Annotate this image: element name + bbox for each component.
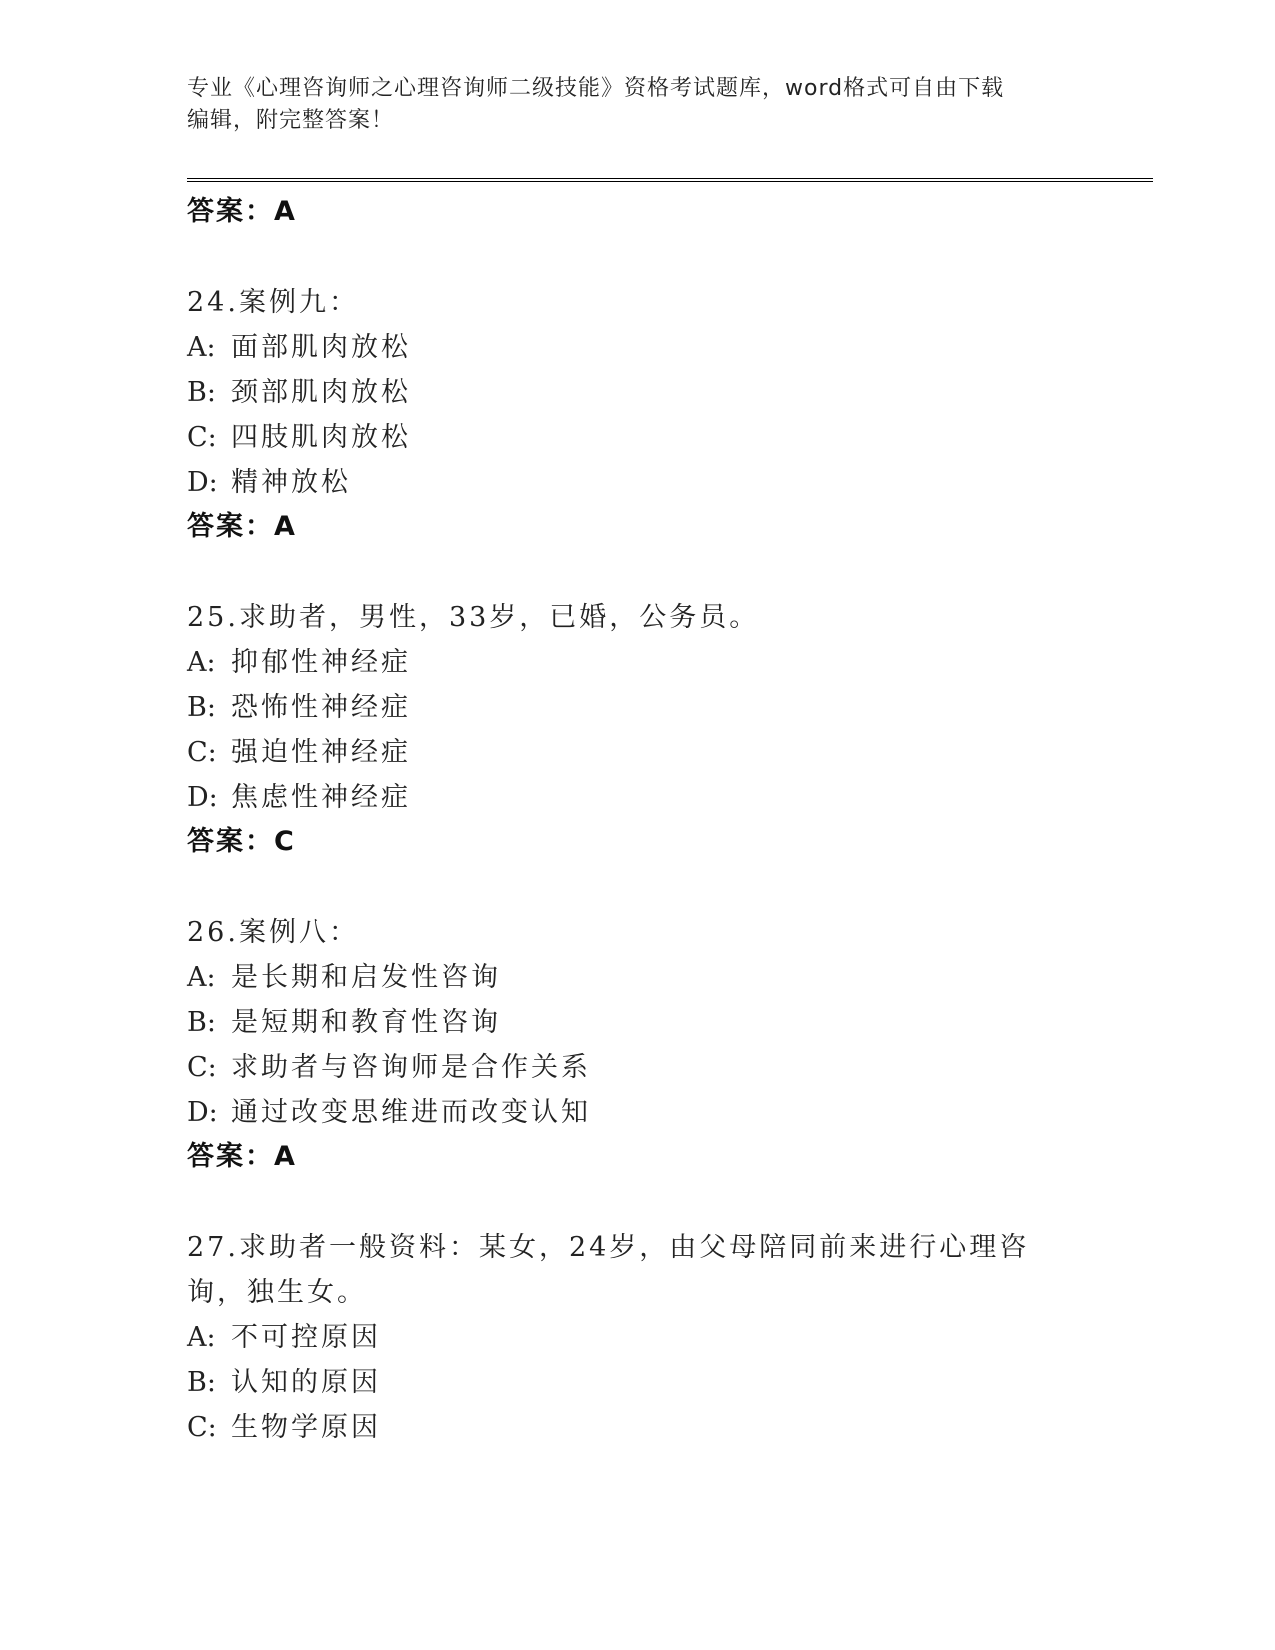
option-key: B: bbox=[187, 692, 216, 723]
option-key: A: bbox=[187, 332, 216, 363]
answer-line: 答案：A bbox=[187, 511, 297, 542]
option-text: 不可控原因 bbox=[231, 1322, 381, 1353]
option-a bbox=[187, 325, 1087, 370]
option-b bbox=[187, 370, 1087, 415]
option-d bbox=[187, 460, 1087, 505]
question-text: 25.求助者，男性，33岁，已婚，公务员。 bbox=[187, 602, 760, 633]
option-text: 颈部肌肉放松 bbox=[231, 377, 411, 408]
option-a bbox=[187, 640, 1087, 685]
option-c bbox=[187, 1405, 1087, 1450]
option-key: C: bbox=[187, 737, 217, 768]
question-text: 26.案例八： bbox=[187, 917, 359, 948]
document-body bbox=[187, 190, 1087, 1450]
spacer bbox=[187, 549, 1087, 595]
option-text: 认知的原因 bbox=[231, 1367, 381, 1398]
option-c bbox=[187, 730, 1087, 775]
question-block bbox=[187, 280, 1087, 549]
option-text: 是长期和启发性咨询 bbox=[231, 962, 501, 993]
option-key: B: bbox=[187, 1367, 216, 1398]
option-key: D: bbox=[187, 467, 218, 498]
option-text: 四肢肌肉放松 bbox=[231, 422, 411, 453]
spacer bbox=[187, 1179, 1087, 1225]
page-header bbox=[187, 73, 1087, 137]
option-d bbox=[187, 1090, 1087, 1135]
option-key: B: bbox=[187, 377, 216, 408]
option-text: 强迫性神经症 bbox=[231, 737, 411, 768]
header-divider bbox=[187, 178, 1153, 182]
option-c bbox=[187, 1045, 1087, 1090]
question-block bbox=[187, 595, 1087, 864]
option-key: D: bbox=[187, 1097, 218, 1128]
option-key: C: bbox=[187, 1052, 217, 1083]
answer-line: 答案：A bbox=[187, 1141, 297, 1172]
option-b bbox=[187, 685, 1087, 730]
option-text: 焦虑性神经症 bbox=[231, 782, 411, 813]
question-text: 24.案例九： bbox=[187, 287, 359, 318]
option-text: 通过改变思维进而改变认知 bbox=[231, 1097, 591, 1128]
option-key: D: bbox=[187, 782, 218, 813]
option-text: 是短期和教育性咨询 bbox=[231, 1007, 501, 1038]
question-block bbox=[187, 910, 1087, 1179]
option-text: 求助者与咨询师是合作关系 bbox=[231, 1052, 591, 1083]
spacer bbox=[187, 864, 1087, 910]
question-block bbox=[187, 1225, 1087, 1450]
option-text: 抑郁性神经症 bbox=[231, 647, 411, 678]
spacer bbox=[187, 234, 1087, 280]
option-key: C: bbox=[187, 1412, 217, 1443]
header-line-1: 专业《心理咨询师之心理咨询师二级技能》资格考试题库，word格式可自由下载 bbox=[187, 76, 1005, 101]
option-b bbox=[187, 1360, 1087, 1405]
option-a bbox=[187, 955, 1087, 1000]
option-text: 恐怖性神经症 bbox=[231, 692, 411, 723]
option-d bbox=[187, 775, 1087, 820]
option-key: A: bbox=[187, 962, 216, 993]
option-text: 生物学原因 bbox=[231, 1412, 381, 1443]
option-text: 精神放松 bbox=[231, 467, 351, 498]
option-a bbox=[187, 1315, 1087, 1360]
answer-line: 答案：A bbox=[187, 196, 297, 227]
option-b bbox=[187, 1000, 1087, 1045]
option-c bbox=[187, 415, 1087, 460]
question-text: 27.求助者一般资料：某女，24岁，由父母陪同前来进行心理咨询，独生女。 bbox=[187, 1232, 1030, 1308]
option-text: 面部肌肉放松 bbox=[231, 332, 411, 363]
option-key: A: bbox=[187, 1322, 216, 1353]
header-line-2: 编辑，附完整答案！ bbox=[187, 108, 395, 133]
answer-line: 答案：C bbox=[187, 826, 296, 857]
option-key: C: bbox=[187, 422, 217, 453]
option-key: B: bbox=[187, 1007, 216, 1038]
option-key: A: bbox=[187, 647, 216, 678]
